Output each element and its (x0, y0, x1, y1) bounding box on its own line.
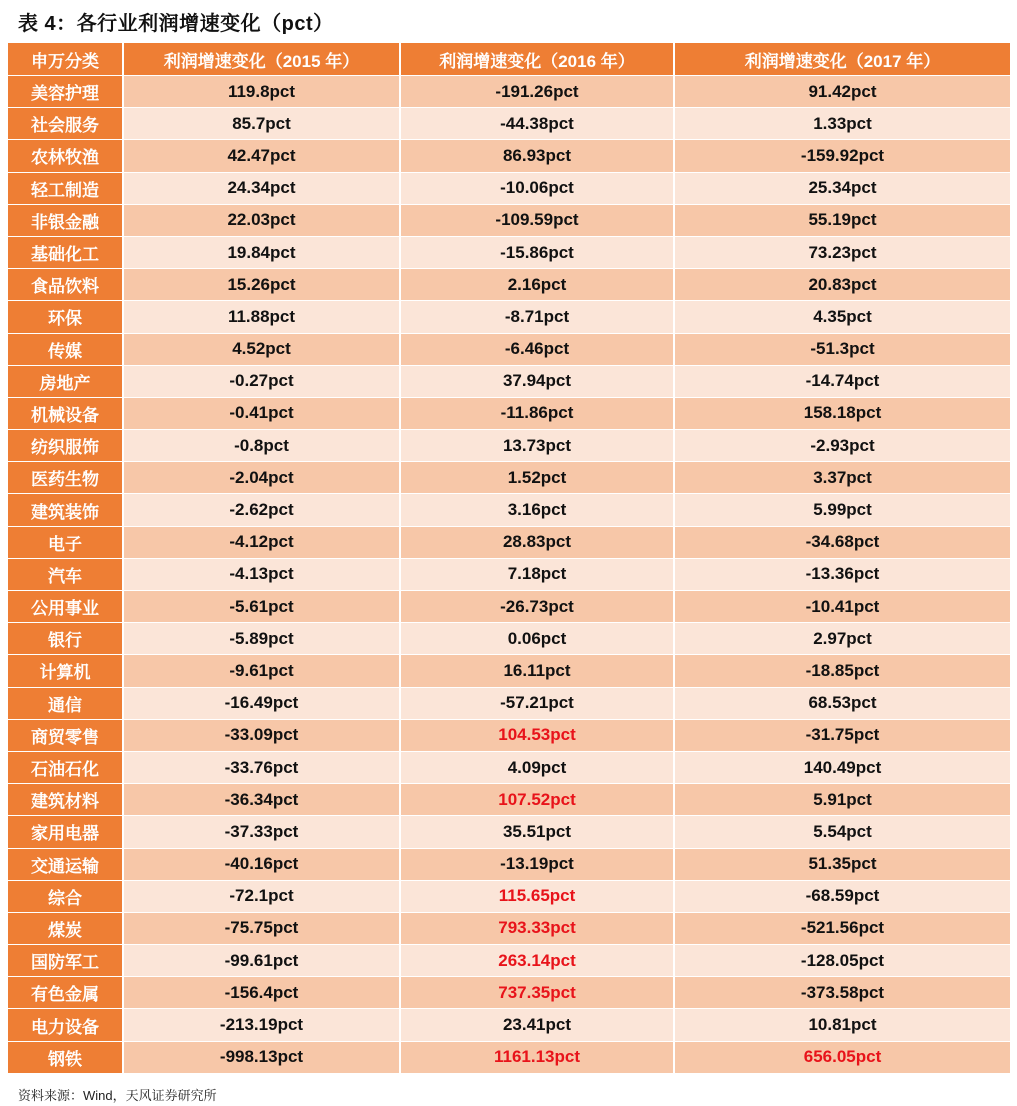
table-row (8, 334, 1010, 366)
value-cell-2015: -36.34pct (124, 784, 401, 816)
value-cell-2015: -0.27pct (124, 366, 401, 398)
industry-name-cell: 基础化工 (8, 237, 124, 269)
value-cell-2015: -213.19pct (124, 1009, 401, 1041)
value-cell-2015: -5.89pct (124, 623, 401, 655)
industry-name-cell: 国防军工 (8, 945, 124, 977)
value-cell-2016: 737.35pct (401, 977, 675, 1009)
value-cell-2016: -109.59pct (401, 205, 675, 237)
table-row (8, 366, 1010, 398)
value-cell-2015: -998.13pct (124, 1042, 401, 1074)
value-cell-2015: -9.61pct (124, 655, 401, 687)
industry-name-cell: 传媒 (8, 334, 124, 366)
table-header-row (8, 43, 1010, 76)
industry-name-cell: 通信 (8, 688, 124, 720)
table-title: 表 4：各行业利润增速变化（pct） (18, 13, 334, 35)
value-cell-2015: -4.12pct (124, 527, 401, 559)
value-cell-2017: 68.53pct (675, 688, 1010, 720)
table-row (8, 688, 1010, 720)
table-row (8, 269, 1010, 301)
value-cell-2017: 4.35pct (675, 301, 1010, 333)
value-cell-2017: -31.75pct (675, 720, 1010, 752)
value-cell-2017: 55.19pct (675, 205, 1010, 237)
header-2016: 利润增速变化（2016 年） (401, 43, 675, 76)
value-cell-2015: -0.8pct (124, 430, 401, 462)
industry-name-cell: 有色金属 (8, 977, 124, 1009)
table-row (8, 108, 1010, 140)
table-row (8, 913, 1010, 945)
value-cell-2015: -75.75pct (124, 913, 401, 945)
value-cell-2016: 107.52pct (401, 784, 675, 816)
value-cell-2017: 5.54pct (675, 816, 1010, 848)
value-cell-2017: 51.35pct (675, 849, 1010, 881)
value-cell-2017: -18.85pct (675, 655, 1010, 687)
value-cell-2017: -34.68pct (675, 527, 1010, 559)
value-cell-2017: -373.58pct (675, 977, 1010, 1009)
value-cell-2017: 140.49pct (675, 752, 1010, 784)
value-cell-2015: -2.62pct (124, 494, 401, 526)
value-cell-2016: 1161.13pct (401, 1042, 675, 1074)
industry-name-cell: 美容护理 (8, 76, 124, 108)
value-cell-2015: 19.84pct (124, 237, 401, 269)
value-cell-2017: -68.59pct (675, 881, 1010, 913)
industry-name-cell: 医药生物 (8, 462, 124, 494)
value-cell-2016: 263.14pct (401, 945, 675, 977)
value-cell-2017: -10.41pct (675, 591, 1010, 623)
value-cell-2016: 1.52pct (401, 462, 675, 494)
value-cell-2015: -156.4pct (124, 977, 401, 1009)
industry-name-cell: 商贸零售 (8, 720, 124, 752)
value-cell-2016: -10.06pct (401, 173, 675, 205)
value-cell-2016: -6.46pct (401, 334, 675, 366)
industry-name-cell: 建筑材料 (8, 784, 124, 816)
table-row (8, 462, 1010, 494)
industry-name-cell: 环保 (8, 301, 124, 333)
value-cell-2015: -99.61pct (124, 945, 401, 977)
value-cell-2016: 23.41pct (401, 1009, 675, 1041)
table-row (8, 494, 1010, 526)
value-cell-2016: 86.93pct (401, 140, 675, 172)
value-cell-2016: 104.53pct (401, 720, 675, 752)
industry-name-cell: 建筑装饰 (8, 494, 124, 526)
value-cell-2016: -13.19pct (401, 849, 675, 881)
value-cell-2017: 5.91pct (675, 784, 1010, 816)
value-cell-2017: 25.34pct (675, 173, 1010, 205)
value-cell-2015: -40.16pct (124, 849, 401, 881)
value-cell-2017: 5.99pct (675, 494, 1010, 526)
value-cell-2016: -44.38pct (401, 108, 675, 140)
table-row (8, 752, 1010, 784)
value-cell-2016: -11.86pct (401, 398, 675, 430)
value-cell-2017: 158.18pct (675, 398, 1010, 430)
industry-name-cell: 社会服务 (8, 108, 124, 140)
value-cell-2016: 2.16pct (401, 269, 675, 301)
table-row (8, 1009, 1010, 1041)
value-cell-2015: 4.52pct (124, 334, 401, 366)
table-row (8, 720, 1010, 752)
table-row (8, 623, 1010, 655)
value-cell-2015: -16.49pct (124, 688, 401, 720)
industry-name-cell: 农林牧渔 (8, 140, 124, 172)
header-category: 申万分类 (8, 43, 124, 76)
table-row (8, 784, 1010, 816)
value-cell-2015: 15.26pct (124, 269, 401, 301)
value-cell-2016: -26.73pct (401, 591, 675, 623)
value-cell-2015: -72.1pct (124, 881, 401, 913)
industry-name-cell: 汽车 (8, 559, 124, 591)
source-note: 资料来源：Wind，天风证券研究所 (18, 1088, 217, 1103)
value-cell-2016: 35.51pct (401, 816, 675, 848)
header-2017: 利润增速变化（2017 年） (675, 43, 1010, 76)
table-row (8, 849, 1010, 881)
profit-growth-table-container (8, 43, 1010, 1074)
value-cell-2017: -521.56pct (675, 913, 1010, 945)
value-cell-2017: 2.97pct (675, 623, 1010, 655)
value-cell-2016: 7.18pct (401, 559, 675, 591)
value-cell-2017: 10.81pct (675, 1009, 1010, 1041)
value-cell-2017: 91.42pct (675, 76, 1010, 108)
value-cell-2015: 119.8pct (124, 76, 401, 108)
table-row (8, 430, 1010, 462)
value-cell-2015: 22.03pct (124, 205, 401, 237)
value-cell-2017: 73.23pct (675, 237, 1010, 269)
industry-name-cell: 综合 (8, 881, 124, 913)
value-cell-2016: -8.71pct (401, 301, 675, 333)
value-cell-2016: 16.11pct (401, 655, 675, 687)
value-cell-2017: 1.33pct (675, 108, 1010, 140)
industry-name-cell: 公用事业 (8, 591, 124, 623)
header-2015: 利润增速变化（2015 年） (124, 43, 401, 76)
industry-name-cell: 钢铁 (8, 1042, 124, 1074)
table-row (8, 398, 1010, 430)
value-cell-2015: 11.88pct (124, 301, 401, 333)
value-cell-2016: -57.21pct (401, 688, 675, 720)
table-row (8, 205, 1010, 237)
table-row (8, 1042, 1010, 1074)
table-row (8, 301, 1010, 333)
industry-name-cell: 银行 (8, 623, 124, 655)
table-row (8, 977, 1010, 1009)
industry-name-cell: 轻工制造 (8, 173, 124, 205)
value-cell-2015: -33.09pct (124, 720, 401, 752)
industry-name-cell: 电力设备 (8, 1009, 124, 1041)
table-row (8, 816, 1010, 848)
value-cell-2016: 115.65pct (401, 881, 675, 913)
value-cell-2017: 656.05pct (675, 1042, 1010, 1074)
table-row (8, 140, 1010, 172)
industry-name-cell: 电子 (8, 527, 124, 559)
value-cell-2017: -159.92pct (675, 140, 1010, 172)
industry-name-cell: 石油石化 (8, 752, 124, 784)
value-cell-2015: -4.13pct (124, 559, 401, 591)
table-row (8, 945, 1010, 977)
value-cell-2016: 13.73pct (401, 430, 675, 462)
industry-name-cell: 食品饮料 (8, 269, 124, 301)
value-cell-2017: -2.93pct (675, 430, 1010, 462)
value-cell-2016: 37.94pct (401, 366, 675, 398)
value-cell-2016: 28.83pct (401, 527, 675, 559)
industry-name-cell: 计算机 (8, 655, 124, 687)
value-cell-2017: -14.74pct (675, 366, 1010, 398)
table-row (8, 655, 1010, 687)
value-cell-2015: 42.47pct (124, 140, 401, 172)
value-cell-2016: 0.06pct (401, 623, 675, 655)
value-cell-2016: 4.09pct (401, 752, 675, 784)
table-row (8, 76, 1010, 108)
value-cell-2016: 3.16pct (401, 494, 675, 526)
industry-name-cell: 煤炭 (8, 913, 124, 945)
value-cell-2016: -191.26pct (401, 76, 675, 108)
value-cell-2017: 20.83pct (675, 269, 1010, 301)
table-row (8, 559, 1010, 591)
table-row (8, 527, 1010, 559)
industry-name-cell: 房地产 (8, 366, 124, 398)
industry-name-cell: 纺织服饰 (8, 430, 124, 462)
table-row (8, 237, 1010, 269)
value-cell-2015: -2.04pct (124, 462, 401, 494)
industry-name-cell: 交通运输 (8, 849, 124, 881)
value-cell-2015: -33.76pct (124, 752, 401, 784)
profit-growth-table (8, 43, 1010, 1074)
industry-name-cell: 机械设备 (8, 398, 124, 430)
value-cell-2017: -128.05pct (675, 945, 1010, 977)
industry-name-cell: 家用电器 (8, 816, 124, 848)
industry-name-cell: 非银金融 (8, 205, 124, 237)
value-cell-2015: -0.41pct (124, 398, 401, 430)
value-cell-2016: 793.33pct (401, 913, 675, 945)
value-cell-2015: 24.34pct (124, 173, 401, 205)
table-row (8, 881, 1010, 913)
value-cell-2017: -51.3pct (675, 334, 1010, 366)
table-row (8, 173, 1010, 205)
value-cell-2017: -13.36pct (675, 559, 1010, 591)
table-row (8, 591, 1010, 623)
value-cell-2015: 85.7pct (124, 108, 401, 140)
value-cell-2015: -5.61pct (124, 591, 401, 623)
value-cell-2015: -37.33pct (124, 816, 401, 848)
value-cell-2017: 3.37pct (675, 462, 1010, 494)
table-body (8, 76, 1010, 1074)
value-cell-2016: -15.86pct (401, 237, 675, 269)
